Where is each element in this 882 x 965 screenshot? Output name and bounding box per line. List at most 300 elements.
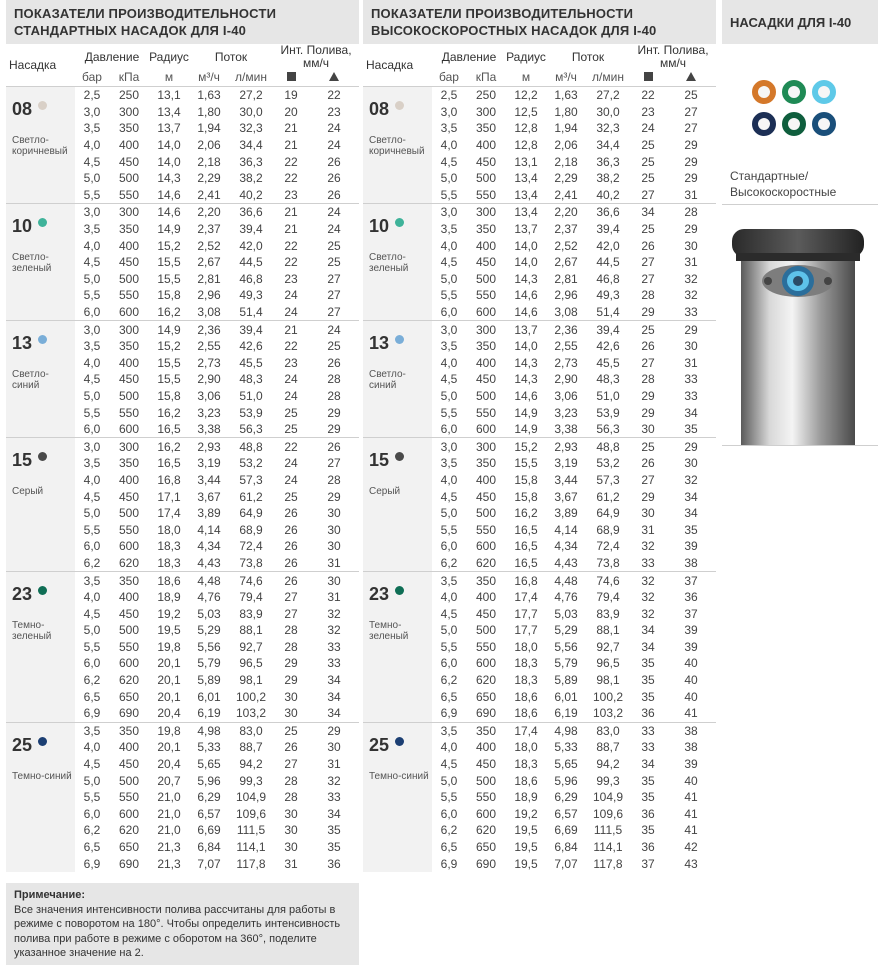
cell-kpa: 450 — [475, 372, 497, 387]
label-line: зеленый — [369, 263, 409, 275]
cell-kpa: 350 — [109, 722, 149, 739]
cell-radius: 18,3 — [157, 539, 181, 554]
cell-kpa: 650 — [475, 840, 497, 855]
cell-precip-square: 29 — [641, 388, 655, 403]
label-line: Темно- — [12, 620, 45, 632]
cell-m3h: 2,96 — [197, 288, 221, 303]
cell-precip-square: 25 — [273, 722, 309, 739]
cell-radius: 14,0 — [514, 238, 538, 253]
note-text: Все значения интенсивности полива рассчитаны для работы в режиме с поворотом на 180°. Чтобы определить интенсивность полива при работе в режиме с оборотом на 360°, поделите указанное значение на 2. — [14, 903, 341, 959]
cell-precip-triangle: 30 — [327, 506, 341, 521]
cell-kpa: 400 — [475, 238, 497, 253]
cell-precip-square: 28 — [284, 790, 298, 805]
cell-precip-triangle: 40 — [684, 689, 698, 704]
cell-lmin: 73,8 — [239, 555, 263, 570]
nozzle-group-10 — [363, 204, 716, 321]
unit-m: м — [164, 70, 174, 84]
cell-kpa: 300 — [466, 321, 506, 338]
cell-lmin: 100,2 — [235, 689, 267, 704]
cell-m3h: 6,69 — [197, 823, 221, 838]
cell-radius: 12,8 — [514, 138, 538, 153]
cell-precip-square: 22 — [273, 438, 309, 455]
cell-m3h: 3,67 — [197, 489, 221, 504]
cell-m3h: 4,76 — [197, 590, 221, 605]
unit-lmin: л/мин — [592, 70, 624, 84]
cell-precip-square: 33 — [641, 740, 655, 755]
cell-radius: 14,6 — [514, 305, 538, 320]
cell-radius: 13,7 — [506, 321, 546, 338]
cell-lmin: 61,2 — [596, 489, 620, 504]
nozzle-cell — [363, 321, 432, 438]
cell-precip-triangle: 35 — [327, 840, 341, 855]
cell-precip-square: 35 — [641, 773, 655, 788]
cell-precip-triangle: 32 — [327, 773, 341, 788]
cell-precip-square: 22 — [284, 255, 298, 270]
cell-radius: 14,0 — [157, 154, 181, 169]
note-title: Примечание: — [14, 889, 86, 901]
cell-precip-triangle: 39 — [684, 623, 698, 638]
nozzle-cell — [6, 438, 75, 572]
cell-lmin: 44,5 — [596, 255, 620, 270]
cell-bar: 4,0 — [83, 472, 101, 487]
cell-lmin: 68,9 — [596, 522, 620, 537]
cell-bar: 6,5 — [83, 840, 101, 855]
cell-kpa: 400 — [118, 138, 140, 153]
cell-kpa: 500 — [118, 506, 140, 521]
cell-precip-square: 35 — [641, 823, 655, 838]
cell-precip-triangle: 31 — [327, 555, 341, 570]
cell-precip-square: 29 — [641, 489, 655, 504]
cell-lmin: 94,2 — [239, 757, 263, 772]
cell-kpa: 550 — [118, 187, 140, 202]
caption-line-2: Высокоскоростные — [730, 185, 837, 199]
nozzle-color-dot-icon — [38, 452, 47, 461]
cell-precip-square: 30 — [284, 806, 298, 821]
cell-kpa: 500 — [118, 388, 140, 403]
cell-precip-square: 27 — [641, 472, 655, 487]
nozzle-ring-icon — [782, 80, 806, 104]
cell-precip-square: 20 — [284, 104, 298, 119]
cell-lmin: 44,5 — [239, 255, 263, 270]
sidebar-title: НАСАДКИ ДЛЯ I-40 — [722, 0, 878, 44]
cell-precip-square: 32 — [641, 590, 655, 605]
cell-radius: 14,0 — [157, 138, 181, 153]
cell-lmin: 48,3 — [239, 372, 263, 387]
cell-lmin: 42,6 — [239, 339, 263, 354]
cell-m3h: 2,90 — [554, 372, 578, 387]
label-line: Светло- — [369, 369, 406, 381]
cell-radius: 18,3 — [157, 555, 181, 570]
cell-precip-triangle: 31 — [327, 757, 341, 772]
cell-precip-triangle: 28 — [327, 372, 341, 387]
cell-bar: 5,0 — [83, 506, 101, 521]
cell-precip-triangle: 39 — [684, 539, 698, 554]
cell-radius: 16,2 — [157, 405, 181, 420]
cell-precip-triangle: 27 — [684, 104, 698, 119]
cell-precip-triangle: 34 — [327, 806, 341, 821]
cell-bar: 4,0 — [440, 740, 458, 755]
cell-precip-square: 37 — [641, 856, 655, 871]
cell-m3h: 5,29 — [197, 623, 221, 638]
cell-radius: 18,3 — [514, 656, 538, 671]
cell-precip-triangle: 29 — [327, 422, 341, 437]
cell-precip-triangle: 32 — [327, 606, 341, 621]
cell-lmin: 32,3 — [239, 121, 263, 136]
table-row — [363, 321, 716, 338]
cell-kpa: 620 — [475, 555, 497, 570]
cell-bar: 2,5 — [432, 87, 466, 104]
cell-bar: 3,5 — [83, 339, 101, 354]
cell-kpa: 450 — [118, 489, 140, 504]
cell-precip-square: 27 — [641, 255, 655, 270]
cell-kpa: 690 — [118, 706, 140, 721]
cell-precip-triangle: 25 — [327, 339, 341, 354]
cell-m3h: 1,94 — [554, 121, 578, 136]
cell-precip-triangle: 42 — [684, 840, 698, 855]
cell-kpa: 350 — [118, 339, 140, 354]
cell-precip-triangle: 29 — [684, 154, 698, 169]
cell-kpa: 600 — [118, 422, 140, 437]
label-line: Серый — [12, 486, 44, 498]
cell-lmin: 103,2 — [235, 706, 267, 721]
cell-precip-triangle: 26 — [309, 438, 359, 455]
cell-precip-square: 26 — [284, 555, 298, 570]
cell-kpa: 600 — [475, 539, 497, 554]
cell-kpa: 650 — [475, 689, 497, 704]
label-line: Светло- — [12, 369, 49, 381]
cell-m3h: 5,03 — [554, 606, 578, 621]
cell-precip-triangle: 37 — [684, 606, 698, 621]
cell-radius: 19,5 — [514, 840, 538, 855]
cell-precip-square: 28 — [284, 773, 298, 788]
nozzle-color-dot-icon — [395, 335, 404, 344]
highspeed-table-body — [363, 86, 716, 872]
cell-m3h: 3,19 — [197, 456, 221, 471]
cell-precip-triangle: 29 — [309, 722, 359, 739]
cell-bar: 4,0 — [83, 740, 101, 755]
cell-radius: 17,1 — [157, 489, 181, 504]
cell-bar: 5,0 — [440, 388, 458, 403]
cell-precip-triangle: 36 — [327, 856, 341, 871]
table-header — [363, 44, 716, 86]
cell-kpa: 350 — [118, 121, 140, 136]
cell-kpa: 600 — [118, 539, 140, 554]
cell-bar: 5,0 — [440, 623, 458, 638]
cell-bar: 6,0 — [440, 305, 458, 320]
cell-kpa: 400 — [118, 590, 140, 605]
col-nozzle: Насадка — [9, 58, 57, 72]
cell-precip-square: 29 — [641, 305, 655, 320]
cell-kpa: 600 — [475, 806, 497, 821]
cell-precip-square: 22 — [284, 171, 298, 186]
cell-m3h: 5,79 — [197, 656, 221, 671]
cell-kpa: 550 — [118, 288, 140, 303]
cell-kpa: 450 — [118, 154, 140, 169]
cell-lmin: 61,2 — [239, 489, 263, 504]
cell-radius: 19,5 — [514, 856, 538, 871]
cell-m3h: 3,44 — [197, 472, 221, 487]
cell-kpa: 400 — [118, 472, 140, 487]
cell-kpa: 500 — [475, 171, 497, 186]
cell-m3h: 2,20 — [546, 204, 586, 221]
label-line: зеленый — [12, 263, 52, 275]
cell-lmin: 49,3 — [596, 288, 620, 303]
cell-precip-triangle: 24 — [327, 222, 341, 237]
cell-m3h: 3,67 — [554, 489, 578, 504]
cell-precip-triangle: 30 — [327, 740, 341, 755]
cell-precip-square: 35 — [641, 790, 655, 805]
cell-kpa: 300 — [466, 204, 506, 221]
cell-radius: 15,5 — [514, 456, 538, 471]
cell-lmin: 79,4 — [239, 590, 263, 605]
cell-lmin: 53,2 — [239, 456, 263, 471]
cell-m3h: 6,01 — [197, 689, 221, 704]
cell-precip-square: 34 — [641, 757, 655, 772]
cell-precip-triangle: 33 — [684, 372, 698, 387]
nozzle-group-13 — [363, 321, 716, 438]
cell-kpa: 600 — [475, 656, 497, 671]
cell-precip-square: 26 — [284, 506, 298, 521]
nozzle-color-dot-icon — [38, 218, 47, 227]
cell-precip-triangle: 29 — [684, 171, 698, 186]
cell-m3h: 2,37 — [554, 222, 578, 237]
cell-bar: 6,2 — [440, 673, 458, 688]
nozzles-sidebar — [722, 0, 878, 446]
nozzle-group-25 — [363, 722, 716, 872]
cell-m3h: 2,96 — [554, 288, 578, 303]
cell-precip-square: 21 — [273, 204, 309, 221]
nozzle-number: 15 — [12, 450, 33, 471]
cell-bar: 6,0 — [440, 422, 458, 437]
cell-lmin: 42,6 — [596, 339, 620, 354]
highspeed-performance-table — [363, 44, 716, 86]
cell-radius: 18,6 — [149, 572, 189, 589]
cell-bar: 6,0 — [440, 806, 458, 821]
cell-bar: 4,0 — [440, 355, 458, 370]
label-line: коричневый — [12, 146, 68, 157]
cell-bar: 4,0 — [440, 590, 458, 605]
cell-precip-square: 30 — [284, 706, 298, 721]
cell-lmin: 64,9 — [239, 506, 263, 521]
cell-m3h: 6,69 — [554, 823, 578, 838]
cell-m3h: 4,98 — [189, 722, 229, 739]
cell-radius: 16,5 — [514, 555, 538, 570]
cell-precip-triangle: 24 — [327, 138, 341, 153]
cell-precip-triangle: 37 — [666, 572, 716, 589]
cell-lmin: 51,4 — [596, 305, 620, 320]
cell-radius: 21,3 — [157, 840, 181, 855]
cell-radius: 15,8 — [514, 489, 538, 504]
cell-bar: 2,5 — [75, 87, 109, 104]
cell-lmin: 45,5 — [596, 355, 620, 370]
cell-radius: 15,8 — [157, 388, 181, 403]
cell-precip-triangle: 39 — [684, 757, 698, 772]
nozzle-cell — [6, 572, 75, 722]
cell-precip-triangle: 35 — [684, 422, 698, 437]
cell-kpa: 620 — [475, 673, 497, 688]
cell-radius: 13,4 — [157, 104, 181, 119]
table-header — [6, 44, 359, 86]
cell-radius: 16,5 — [514, 522, 538, 537]
nozzle-ring-icon — [812, 80, 836, 104]
nozzle-color-label — [12, 620, 75, 642]
cell-radius: 21,0 — [157, 790, 181, 805]
cell-precip-square: 25 — [641, 171, 655, 186]
nozzle-number: 10 — [369, 216, 390, 237]
cell-precip-triangle: 22 — [309, 87, 359, 104]
cell-radius: 14,0 — [514, 255, 538, 270]
title-line-1: ПОКАЗАТЕЛИ ПРОИЗВОДИТЕЛЬНОСТИ — [14, 6, 277, 21]
cell-m3h: 5,79 — [554, 656, 578, 671]
precip-line-2: мм/ч — [659, 56, 687, 70]
cell-precip-square: 24 — [284, 456, 298, 471]
cell-radius: 20,1 — [157, 673, 181, 688]
cell-precip-square: 22 — [284, 238, 298, 253]
cell-precip-triangle: 38 — [684, 740, 698, 755]
cell-bar: 5,5 — [83, 187, 101, 202]
cell-precip-square: 25 — [641, 138, 655, 153]
highspeed-table-panel — [363, 0, 716, 872]
nozzle-group-08 — [6, 87, 359, 204]
cell-radius: 16,5 — [157, 456, 181, 471]
cell-m3h: 5,03 — [197, 606, 221, 621]
cell-bar: 4,5 — [83, 606, 101, 621]
cell-m3h: 5,56 — [197, 639, 221, 654]
cell-radius: 17,7 — [514, 623, 538, 638]
cell-lmin: 53,9 — [596, 405, 620, 420]
cell-precip-square: 30 — [641, 422, 655, 437]
cell-kpa: 300 — [475, 104, 497, 119]
label-line: зеленый — [369, 631, 409, 643]
cell-precip-triangle: 34 — [327, 673, 341, 688]
cell-radius: 13,4 — [514, 171, 538, 186]
cell-precip-triangle: 33 — [684, 305, 698, 320]
cell-precip-square: 28 — [641, 372, 655, 387]
cell-m3h: 4,98 — [546, 722, 586, 739]
cell-precip-square: 31 — [284, 856, 298, 871]
highspeed-table-title — [363, 0, 716, 44]
cell-m3h: 2,93 — [546, 438, 586, 455]
cell-precip-triangle: 30 — [684, 339, 698, 354]
cell-lmin: 36,3 — [596, 154, 620, 169]
cell-kpa: 400 — [475, 740, 497, 755]
cell-precip-square: 22 — [630, 87, 666, 104]
cell-m3h: 7,07 — [197, 856, 221, 871]
cell-precip-square: 29 — [641, 405, 655, 420]
table-row — [363, 438, 716, 455]
cell-precip-triangle: 33 — [327, 790, 341, 805]
cell-radius: 20,7 — [157, 773, 181, 788]
cell-bar: 5,0 — [83, 388, 101, 403]
cell-lmin: 83,9 — [596, 606, 620, 621]
cell-kpa: 500 — [118, 271, 140, 286]
cell-precip-triangle: 26 — [327, 154, 341, 169]
cell-lmin: 48,8 — [586, 438, 630, 455]
cell-precip-triangle: 35 — [327, 823, 341, 838]
cell-radius: 14,9 — [149, 321, 189, 338]
cell-precip-square: 27 — [641, 355, 655, 370]
unit-kpa: кПа — [475, 70, 497, 84]
cell-kpa: 300 — [466, 438, 506, 455]
cell-radius: 12,5 — [514, 104, 538, 119]
nozzle-number: 25 — [369, 734, 390, 755]
nozzle-cell — [363, 572, 432, 722]
cell-precip-square: 36 — [641, 806, 655, 821]
cell-radius: 15,5 — [157, 372, 181, 387]
cell-radius: 16,5 — [157, 422, 181, 437]
cell-m3h: 2,18 — [197, 154, 221, 169]
nozzle-group-15 — [6, 438, 359, 572]
cell-precip-square: 24 — [641, 121, 655, 136]
cell-lmin: 56,3 — [596, 422, 620, 437]
cell-radius: 17,4 — [157, 506, 181, 521]
cell-lmin: 64,9 — [596, 506, 620, 521]
cell-precip-square: 24 — [284, 288, 298, 303]
label-line: Светло- — [12, 252, 49, 264]
cell-kpa: 620 — [118, 673, 140, 688]
col-pressure: Давление — [441, 50, 497, 64]
cell-precip-triangle: 34 — [684, 405, 698, 420]
sprinkler-head-image — [722, 217, 878, 445]
cell-precip-triangle: 36 — [684, 590, 698, 605]
cell-bar: 4,5 — [440, 606, 458, 621]
cell-bar: 6,2 — [83, 673, 101, 688]
cell-lmin: 34,4 — [239, 138, 263, 153]
cell-bar: 4,0 — [440, 238, 458, 253]
cell-m3h: 4,34 — [554, 539, 578, 554]
nozzle-number: 13 — [369, 333, 390, 354]
nozzle-group-23 — [6, 572, 359, 722]
table-row — [363, 87, 716, 104]
cell-lmin: 98,1 — [239, 673, 263, 688]
cell-lmin: 39,4 — [239, 222, 263, 237]
cell-lmin: 36,6 — [586, 204, 630, 221]
cell-m3h: 4,48 — [546, 572, 586, 589]
cell-m3h: 3,06 — [197, 388, 221, 403]
cell-kpa: 550 — [475, 405, 497, 420]
nozzle-group-08 — [363, 87, 716, 204]
nozzle-color-dot-icon — [38, 101, 47, 110]
cell-kpa: 620 — [118, 555, 140, 570]
cell-m3h: 2,90 — [197, 372, 221, 387]
cell-kpa: 500 — [475, 773, 497, 788]
cell-bar: 5,5 — [440, 790, 458, 805]
cell-radius: 14,9 — [514, 405, 538, 420]
cell-precip-triangle: 33 — [327, 639, 341, 654]
cell-bar: 6,9 — [83, 706, 101, 721]
nozzle-color-label — [12, 135, 75, 157]
cell-lmin: 74,6 — [586, 572, 630, 589]
cell-lmin: 68,9 — [239, 522, 263, 537]
cell-lmin: 104,9 — [235, 790, 267, 805]
cell-precip-triangle: 23 — [327, 104, 341, 119]
cell-m3h: 4,43 — [197, 555, 221, 570]
cell-precip-square: 29 — [284, 673, 298, 688]
cell-bar: 4,5 — [83, 255, 101, 270]
cell-radius: 21,0 — [157, 823, 181, 838]
cell-precip-square: 27 — [284, 606, 298, 621]
cell-lmin: 46,8 — [239, 271, 263, 286]
cell-bar: 3,5 — [440, 456, 458, 471]
cell-kpa: 620 — [118, 823, 140, 838]
cell-bar: 4,5 — [440, 154, 458, 169]
cell-kpa: 250 — [109, 87, 149, 104]
cell-bar: 5,0 — [440, 506, 458, 521]
cell-radius: 14,3 — [157, 171, 181, 186]
cell-radius: 19,5 — [157, 623, 181, 638]
cell-precip-square: 33 — [641, 555, 655, 570]
cell-kpa: 400 — [475, 590, 497, 605]
